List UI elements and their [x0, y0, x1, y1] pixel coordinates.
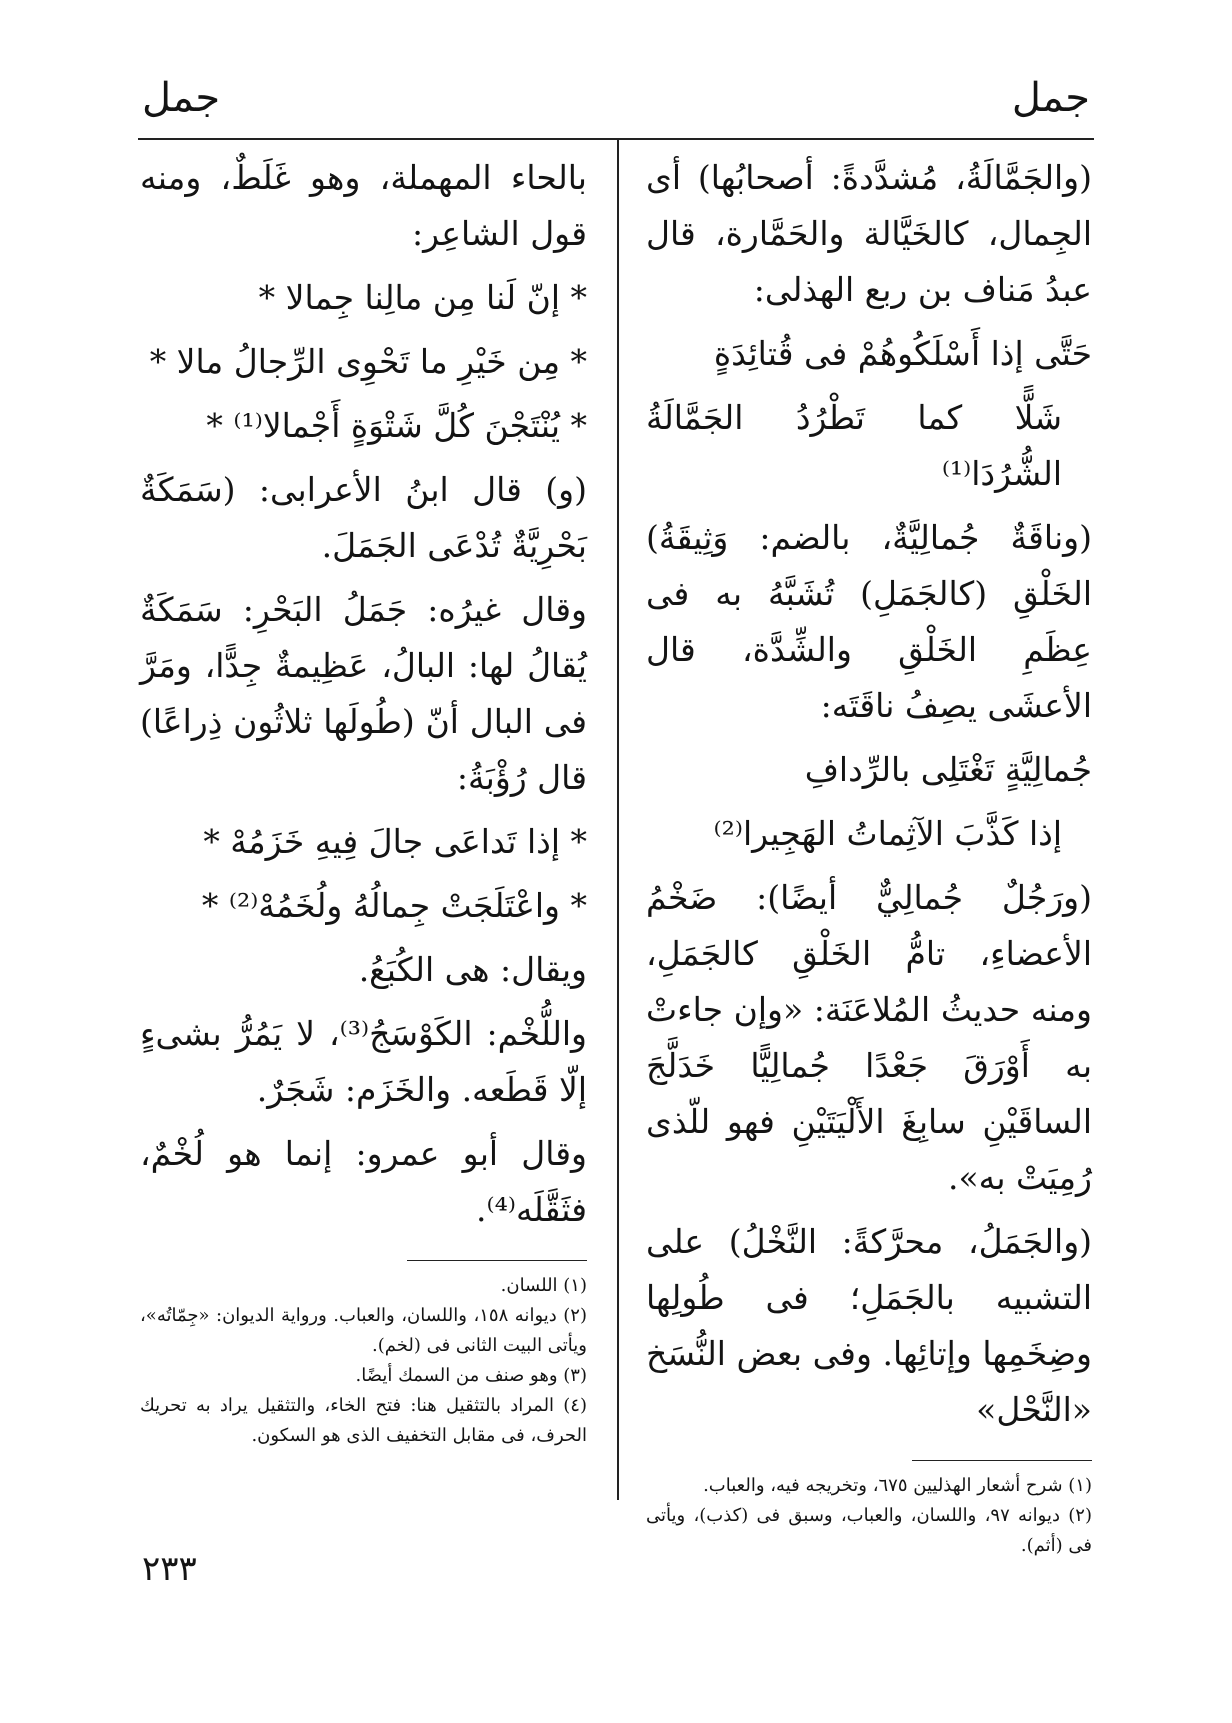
paragraph: (ورَجُلٌ جُمالِيٌّ أيضًا): ضَخْمُ الأعضاءِ، تامُّ الخَلْقِ كالجَمَلِ، ومنه حديثُ المُلاعَنَة: «وإن جاءتْ به أَوْرَقَ جَعْدًا جُمالِيًّا خَدَلَّجَ الساقَيْنِ سابِغَ الأَلْيَتَيْنِ فهو للّذى رُمِيَتْ به». [646, 878, 1092, 1197]
footnote: (٢) ديوانه ٩٧، واللسان، والعباب، وسبق فى (كذب)، ويأتى فى (أثم). [646, 1505, 1092, 1556]
column-divider [617, 138, 619, 1500]
paragraph: (وناقَةٌ جُمالِيَّةٌ، بالضم: وَثِيقَةُ) الخَلْقِ (كالجَمَلِ) تُشَبَّهُ به فى عِظَمِ الخَلْقِ والشِّدَّة، قال الأعشَى يصِفُ ناقَتَه: [646, 518, 1092, 725]
verse-line: * يُنْتَجْنَ كُلَّ شَتْوَةٍ أَجْمالا⁽¹⁾ * [206, 406, 587, 445]
paragraph: وقال غيرُه: جَمَلُ البَحْرِ: سَمَكَةٌ يُقالُ لها: البالُ، عَظِيمةٌ جِدًّا، ومَرَّ فى البال أنّ (طُولَها ثلاثُون ذِراعًا) قال رُؤْبَةُ: [140, 590, 587, 797]
verse-line: حَتَّى إذا أَسْلَكُوهُمْ فى قُتائِدَةٍ [713, 334, 1092, 373]
footnote-rule [407, 1260, 587, 1261]
footnote: (٢) ديوانه ١٥٨، واللسان، والعباب. ورواية الديوان: «جِمّاتُه»، ويأتى البيت الثانى فى (لخم). [140, 1305, 587, 1356]
paragraph: (والجَمَّالَةُ، مُشدَّدةً: أصحابُها) أى الجِمال، كالخَيَّالة والحَمَّارة، قال عبدُ مَناف بن ربع الهذلى: [646, 158, 1092, 309]
page-number: ٢٣٣ [142, 1549, 197, 1589]
verse-line: * إذا تَداعَى جالَ فِيهِ خَزَمُهْ * [203, 822, 587, 861]
footnote: (١) شرح أشعار الهذليين ٦٧٥، وتخريجه فيه، والعباب. [703, 1475, 1092, 1496]
paragraph: وقال أبو عمرو: إنما هو لُخْمٌ، فثَقَّلَه⁽⁴⁾. [140, 1134, 587, 1229]
verse-line: * مِن خَيْرِ ما تَحْوِى الرِّجالُ مالا * [149, 342, 587, 381]
footnote: (١) اللسان. [500, 1275, 587, 1296]
verse-line: شَلًّا كما تَطْرُدُ الجَمَّالَةُ الشُّرُدَا⁽¹⁾ [646, 398, 1062, 493]
paragraph: (والجَمَلُ، محرَّكةً: النَّخْلُ) على التشبيه بالجَمَلِ؛ فى طُولِها وضِخَمِها وإتائِها. وفى بعض النُّسَخ «النَّحْل» [646, 1222, 1092, 1429]
running-header-right: جمل [1011, 75, 1090, 121]
verse-line: * إنّ لَنا مِن مالِنا جِمالا * [258, 278, 587, 317]
footnote: (٣) وهو صنف من السمك أيضًا. [355, 1365, 587, 1386]
right-column [646, 150, 1092, 1561]
header-rule [138, 138, 1094, 140]
running-header-left: جمل [142, 75, 221, 121]
verse-line: * واعْتَلَجَتْ جِمالُهُ ولُخَمُهْ⁽²⁾ * [201, 886, 587, 925]
verse-line: إذا كَذَّبَ الآثِماتُ الهَجِيرا⁽²⁾ [713, 814, 1062, 853]
verse-line: جُمالِيَّةٍ تَغْتَلِى بالرِّدافِ [804, 750, 1092, 789]
paragraph: (و) قال ابنُ الأعرابى: (سَمَكَةٌ بَحْرِيَّةٌ تُدْعَى الجَمَلَ. [140, 470, 587, 565]
footnote-rule [912, 1460, 1092, 1461]
left-column [140, 150, 587, 1451]
paragraph: بالحاء المهملة، وهو غَلَطٌ، ومنه قول الشاعِر: [140, 158, 587, 253]
paragraph: واللُّخْم: الكَوْسَجُ⁽³⁾، لا يَمُرُّ بشىءٍ إلّا قَطَعه. والخَزَم: شَجَرٌ. [140, 1014, 587, 1109]
footnote: (٤) المراد بالتثقيل هنا: فتح الخاء، والتثقيل يراد به تحريك الحرف، فى مقابل التخفيف الذى هو السكون. [140, 1395, 587, 1446]
paragraph: ويقال: هى الكُبَعُ. [358, 950, 587, 989]
